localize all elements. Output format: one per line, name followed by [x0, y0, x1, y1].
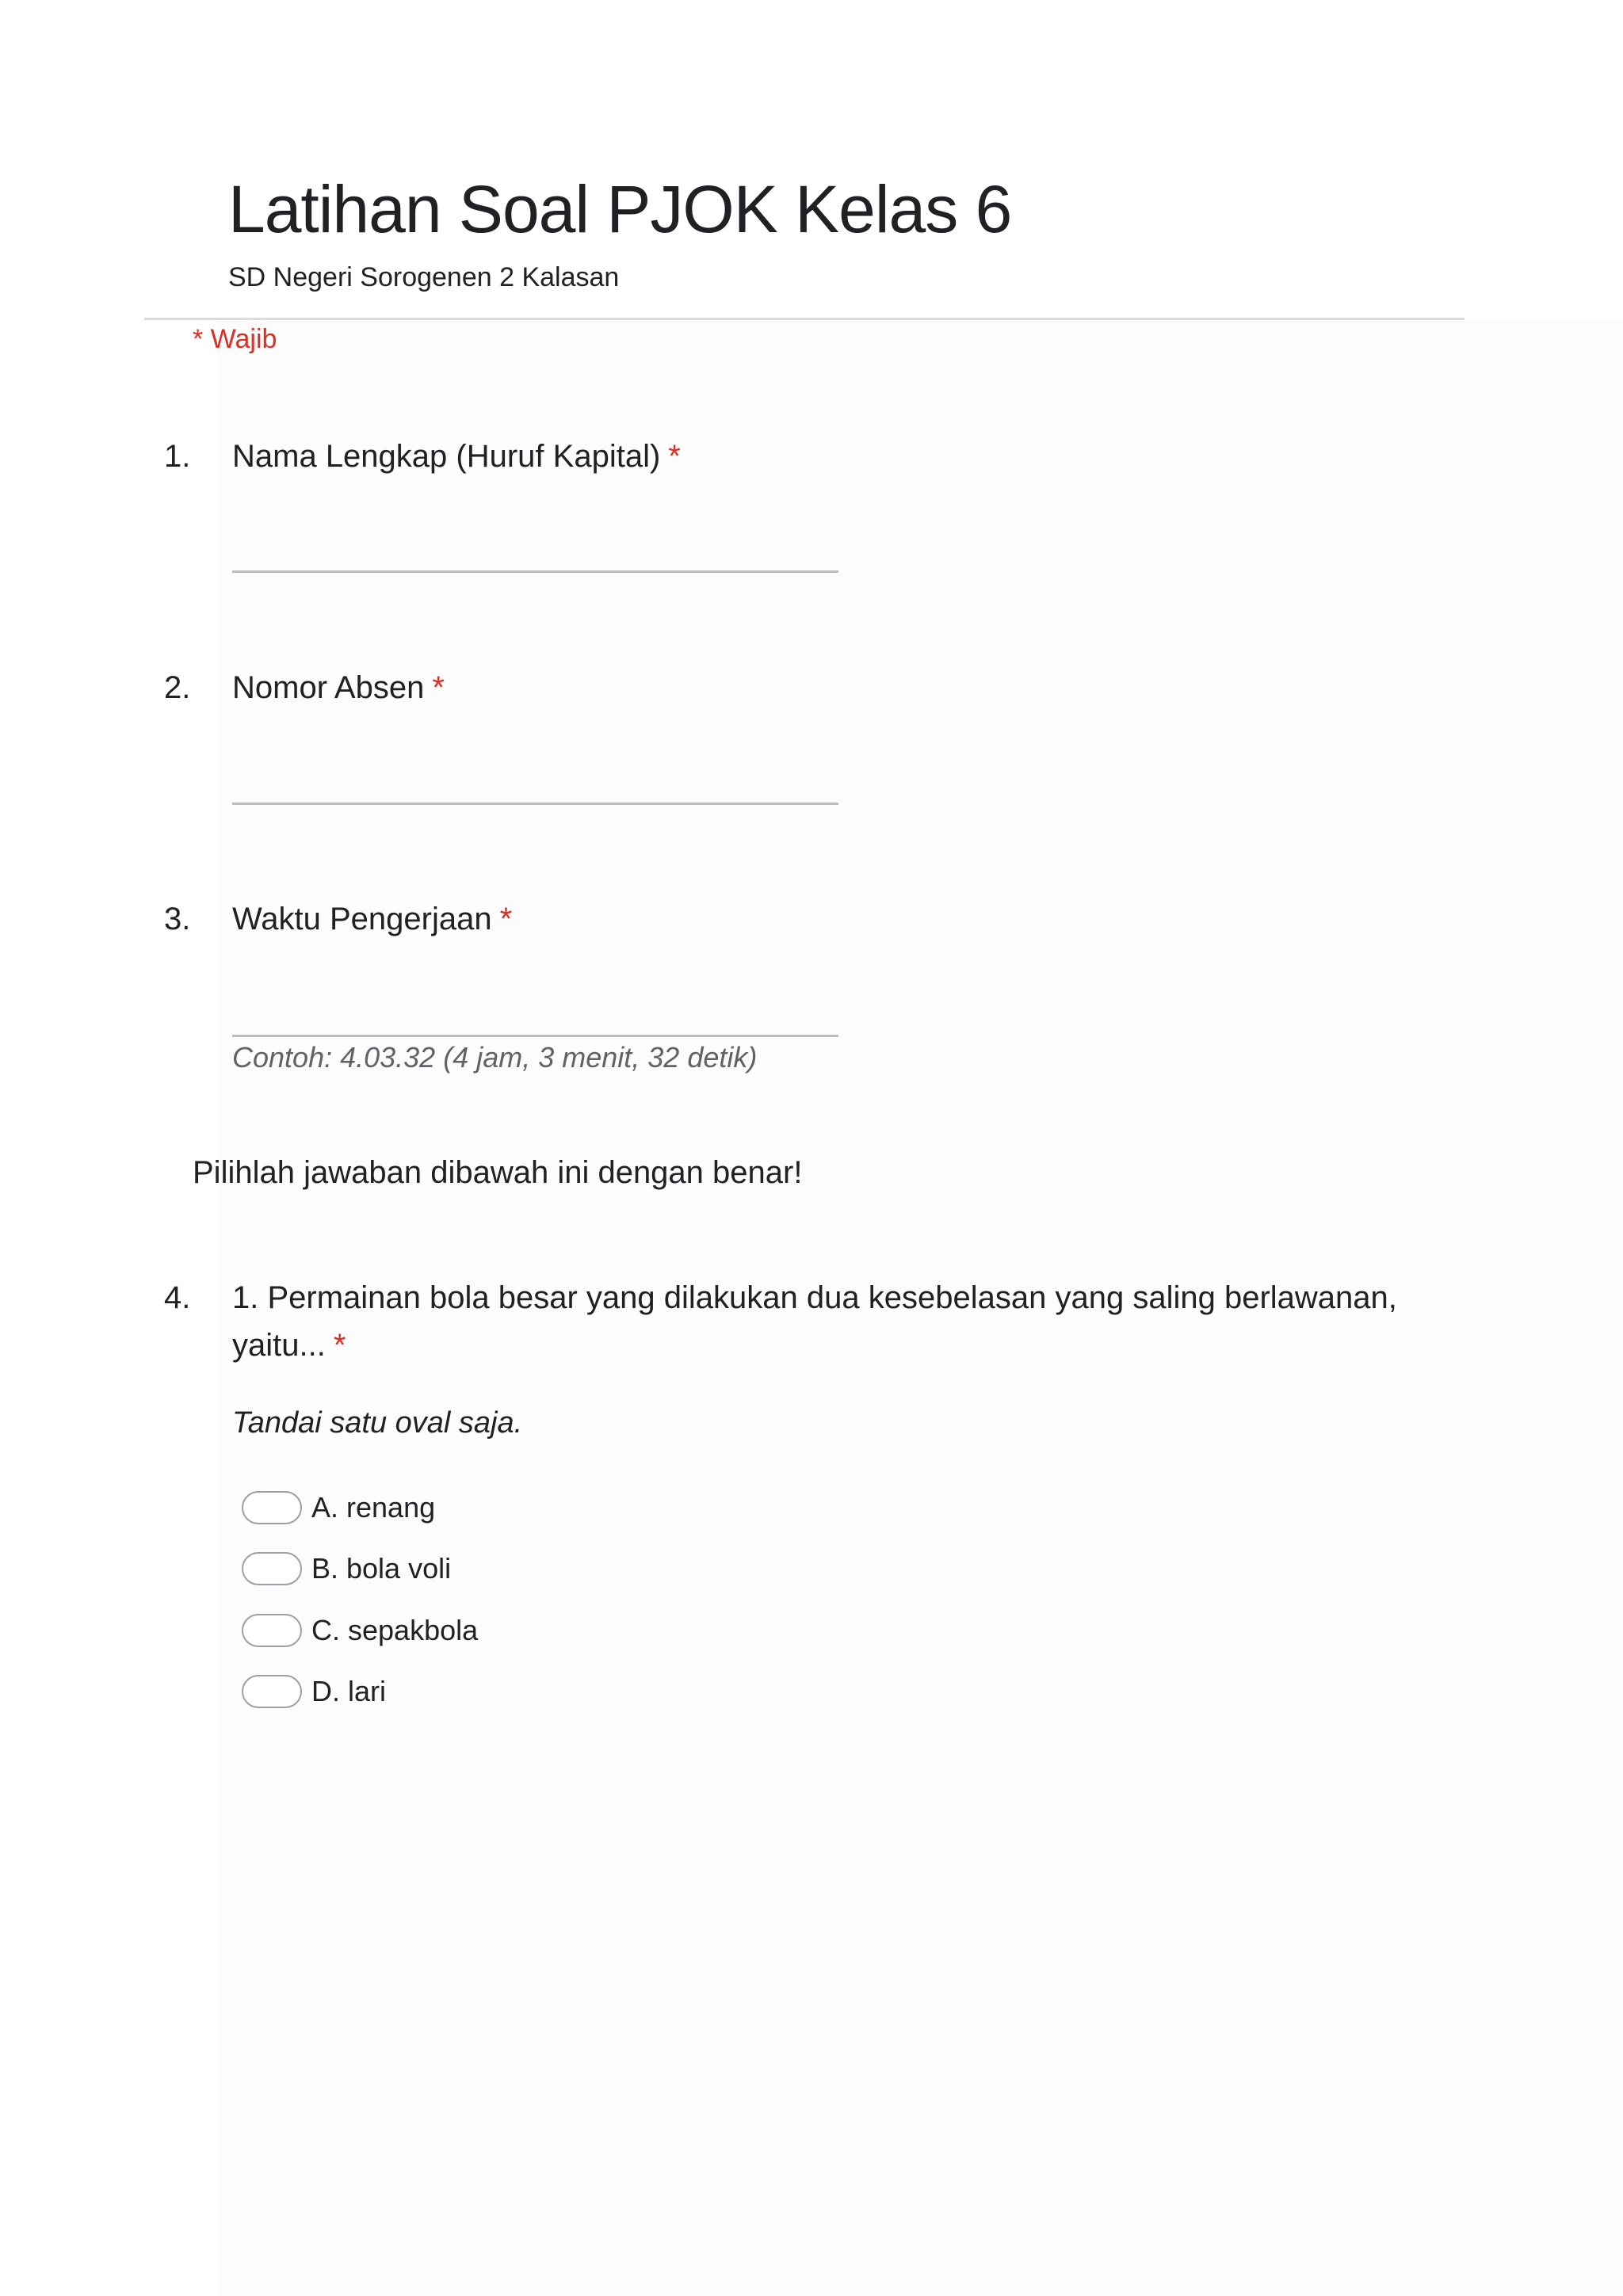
header-divider — [144, 318, 1465, 320]
question-title — [232, 664, 445, 711]
option-a[interactable] — [242, 1489, 435, 1526]
oval-radio[interactable] — [242, 1614, 302, 1647]
oval-radio[interactable] — [242, 1552, 302, 1585]
required-star: * — [499, 902, 513, 936]
attendance-number-input[interactable] — [232, 803, 838, 805]
required-note: * Wajib — [193, 324, 277, 354]
option-label: B. bola voli — [311, 1552, 452, 1585]
option-d[interactable] — [242, 1673, 386, 1710]
option-c[interactable] — [242, 1612, 478, 1649]
question-number: 1. — [164, 439, 191, 474]
question-number: 4. — [164, 1280, 191, 1315]
option-label: A. renang — [311, 1491, 436, 1524]
option-label: D. lari — [311, 1675, 387, 1707]
form-header — [228, 166, 1011, 295]
required-star: * — [333, 1328, 346, 1363]
question-title-text: Nama Lengkap (Huruf Kapital) — [232, 439, 661, 474]
form-subtitle: SD Negeri Sorogenen 2 Kalasan — [228, 262, 620, 292]
option-b[interactable] — [242, 1550, 451, 1587]
choice-instruction: Tandai satu oval saja. — [232, 1406, 523, 1440]
duration-input[interactable] — [232, 1035, 838, 1037]
oval-radio[interactable] — [242, 1675, 302, 1708]
question-title-text: Waktu Pengerjaan — [232, 902, 492, 936]
question-title — [232, 895, 512, 943]
form-title: Latihan Soal PJOK Kelas 6 — [228, 172, 1012, 246]
question-title-text: Nomor Absen — [232, 670, 425, 705]
duration-help-text: Contoh: 4.03.32 (4 jam, 3 menit, 32 detik) — [232, 1041, 758, 1074]
oval-radio[interactable] — [242, 1491, 302, 1524]
required-star: * — [668, 439, 681, 474]
question-title — [232, 433, 681, 480]
question-title — [232, 1274, 1468, 1369]
section-description: Pilihlah jawaban dibawah ini dengan benar! — [193, 1155, 803, 1190]
option-label: C. sepakbola — [311, 1614, 479, 1646]
question-number: 3. — [164, 902, 191, 936]
full-name-input[interactable] — [232, 570, 838, 573]
required-star: * — [432, 670, 445, 705]
question-number: 2. — [164, 670, 191, 705]
question-title-text: 1. Permainan bola besar yang dilakukan dua kesebelasan yang saling berlawanan, yaitu... — [232, 1280, 1397, 1363]
